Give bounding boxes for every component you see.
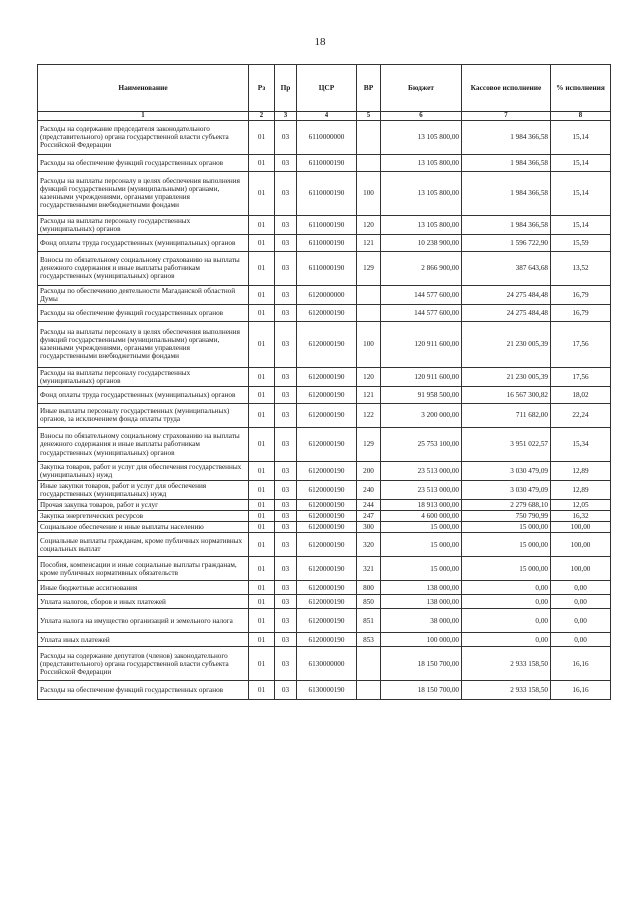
row-cash-execution: 2 279 688,10: [462, 500, 551, 511]
row-budget: 15 000,00: [381, 522, 462, 533]
row-budget: 18 150 700,00: [381, 681, 462, 700]
row-execution-percent: 16,16: [551, 647, 611, 681]
row-rz: 01: [249, 461, 275, 480]
row-budget: 15 000,00: [381, 533, 462, 557]
row-pr: 03: [275, 251, 297, 285]
row-budget: 18 913 000,00: [381, 500, 462, 511]
budget-table: [37, 64, 611, 700]
header-pct: % исполнения: [551, 65, 611, 112]
table-row: [38, 251, 611, 285]
row-rz: 01: [249, 511, 275, 522]
row-name: Иные выплаты персоналу государственных (муниципальных) органов, за исключением фонда оплаты труда: [38, 403, 249, 427]
row-budget: 100 000,00: [381, 633, 462, 647]
row-budget: 13 105 800,00: [381, 120, 462, 154]
row-rz: 01: [249, 215, 275, 234]
column-number: 4: [297, 112, 357, 121]
row-vr: 321: [357, 557, 381, 581]
row-cash-execution: 0,00: [462, 595, 551, 609]
row-csr: 6120000190: [297, 581, 357, 595]
row-execution-percent: 100,00: [551, 522, 611, 533]
row-execution-percent: 100,00: [551, 557, 611, 581]
row-cash-execution: 1 984 366,58: [462, 154, 551, 171]
row-name: Расходы на обеспечение функций государственных органов: [38, 681, 249, 700]
row-rz: 01: [249, 533, 275, 557]
row-csr: 6110000190: [297, 251, 357, 285]
row-csr: 6120000190: [297, 367, 357, 386]
row-rz: 01: [249, 647, 275, 681]
header-row: [38, 65, 611, 112]
row-csr: 6130000000: [297, 647, 357, 681]
row-execution-percent: 0,00: [551, 633, 611, 647]
row-pr: 03: [275, 154, 297, 171]
row-pr: 03: [275, 533, 297, 557]
row-cash-execution: 1 984 366,58: [462, 215, 551, 234]
row-cash-execution: 24 275 484,48: [462, 285, 551, 304]
row-cash-execution: 0,00: [462, 581, 551, 595]
table-row: [38, 633, 611, 647]
row-pr: 03: [275, 120, 297, 154]
row-csr: 6110000190: [297, 215, 357, 234]
header-csr: ЦСР: [297, 65, 357, 112]
row-budget: 4 600 000,00: [381, 511, 462, 522]
row-execution-percent: 0,00: [551, 609, 611, 633]
row-name: Расходы на выплаты персоналу в целях обеспечения выполнения функций государственными (муниципальными) органами, казенными учреждениями, органами управления государственными внебюджетными фондами: [38, 321, 249, 367]
row-rz: 01: [249, 154, 275, 171]
row-pr: 03: [275, 403, 297, 427]
row-name: Иные закупки товаров, работ и услуг для обеспечения государственных (муниципальных) нужд: [38, 481, 249, 500]
row-csr: 6120000190: [297, 481, 357, 500]
row-rz: 01: [249, 500, 275, 511]
row-name: Уплата налога на имущество организаций и земельного налога: [38, 609, 249, 633]
row-csr: 6120000190: [297, 609, 357, 633]
row-rz: 01: [249, 367, 275, 386]
row-budget: 120 911 600,00: [381, 367, 462, 386]
header-vr: ВР: [357, 65, 381, 112]
row-name: Социальное обеспечение и иные выплаты населению: [38, 522, 249, 533]
table-row: [38, 386, 611, 403]
row-vr: 247: [357, 511, 381, 522]
table-row: [38, 215, 611, 234]
row-cash-execution: 2 933 158,50: [462, 681, 551, 700]
table-row: [38, 557, 611, 581]
row-vr: [357, 154, 381, 171]
row-budget: 23 513 000,00: [381, 481, 462, 500]
row-rz: 01: [249, 321, 275, 367]
row-name: Уплата иных платежей: [38, 633, 249, 647]
row-budget: 13 105 800,00: [381, 171, 462, 215]
row-rz: 01: [249, 681, 275, 700]
row-budget: 15 000,00: [381, 557, 462, 581]
row-pr: 03: [275, 367, 297, 386]
row-rz: 01: [249, 633, 275, 647]
row-budget: 13 105 800,00: [381, 154, 462, 171]
row-pr: 03: [275, 557, 297, 581]
row-budget: 18 150 700,00: [381, 647, 462, 681]
row-csr: 6110000190: [297, 154, 357, 171]
row-pr: 03: [275, 481, 297, 500]
row-name: Расходы по обеспечению деятельности Магаданской областной Думы: [38, 285, 249, 304]
table-row: [38, 500, 611, 511]
row-vr: 244: [357, 500, 381, 511]
table-row: [38, 321, 611, 367]
row-csr: 6110000190: [297, 171, 357, 215]
row-vr: 200: [357, 461, 381, 480]
table-row: [38, 533, 611, 557]
row-name: Закупка энергетических ресурсов: [38, 511, 249, 522]
row-execution-percent: 15,14: [551, 120, 611, 154]
row-execution-percent: 13,52: [551, 251, 611, 285]
row-vr: 800: [357, 581, 381, 595]
row-vr: [357, 285, 381, 304]
row-pr: 03: [275, 461, 297, 480]
row-name: Пособия, компенсации и иные социальные выплаты гражданам, кроме публичных нормативных обязательств: [38, 557, 249, 581]
row-execution-percent: 12,05: [551, 500, 611, 511]
row-budget: 91 958 500,00: [381, 386, 462, 403]
row-execution-percent: 15,14: [551, 154, 611, 171]
row-pr: 03: [275, 304, 297, 321]
row-rz: 01: [249, 120, 275, 154]
row-vr: 240: [357, 481, 381, 500]
row-budget: 23 513 000,00: [381, 461, 462, 480]
row-csr: 6110000190: [297, 234, 357, 251]
row-vr: 121: [357, 234, 381, 251]
row-csr: 6120000190: [297, 595, 357, 609]
row-pr: 03: [275, 647, 297, 681]
row-vr: 320: [357, 533, 381, 557]
row-vr: 100: [357, 321, 381, 367]
header-budget: Бюджет: [381, 65, 462, 112]
header-cash: Кассовое исполнение: [462, 65, 551, 112]
row-vr: 851: [357, 609, 381, 633]
column-number: 3: [275, 112, 297, 121]
row-vr: 120: [357, 367, 381, 386]
row-name: Расходы на выплаты персоналу государственных (муниципальных) органов: [38, 367, 249, 386]
row-rz: 01: [249, 285, 275, 304]
row-pr: 03: [275, 234, 297, 251]
row-execution-percent: 15,34: [551, 427, 611, 461]
page-number: 18: [314, 36, 326, 48]
row-cash-execution: 3 030 479,09: [462, 481, 551, 500]
row-name: Расходы на выплаты персоналу государственных (муниципальных) органов: [38, 215, 249, 234]
row-budget: 10 238 900,00: [381, 234, 462, 251]
row-pr: 03: [275, 681, 297, 700]
row-budget: 138 000,00: [381, 595, 462, 609]
row-vr: 129: [357, 251, 381, 285]
row-name: Расходы на содержание депутатов (членов) законодательного (представительного) органа государственной власти субъекта Российской Федерации: [38, 647, 249, 681]
column-number: 5: [357, 112, 381, 121]
row-cash-execution: 3 030 479,09: [462, 461, 551, 480]
row-budget: 25 753 100,00: [381, 427, 462, 461]
row-vr: 100: [357, 171, 381, 215]
row-execution-percent: 15,59: [551, 234, 611, 251]
row-rz: 01: [249, 595, 275, 609]
header-pr: Пр: [275, 65, 297, 112]
table-row: [38, 595, 611, 609]
table-row: [38, 154, 611, 171]
row-csr: 6120000190: [297, 557, 357, 581]
row-name: Расходы на выплаты персоналу в целях обеспечения выполнения функций государственными (муниципальными) органами, казенными учреждениями, органами управления государственными внебюджетными фондами: [38, 171, 249, 215]
header-name: Наименование: [38, 65, 249, 112]
row-budget: 2 866 900,00: [381, 251, 462, 285]
row-budget: 38 000,00: [381, 609, 462, 633]
row-vr: 129: [357, 427, 381, 461]
row-budget: 3 200 000,00: [381, 403, 462, 427]
row-name: Расходы на содержание председателя законодательного (представительного) органа государственной власти субъекта Российской Федерации: [38, 120, 249, 154]
row-pr: 03: [275, 511, 297, 522]
row-cash-execution: 3 951 022,57: [462, 427, 551, 461]
table-row: [38, 234, 611, 251]
row-pr: 03: [275, 427, 297, 461]
row-csr: 6120000190: [297, 386, 357, 403]
row-execution-percent: 12,89: [551, 481, 611, 500]
row-vr: 853: [357, 633, 381, 647]
row-name: Закупка товаров, работ и услуг для обеспечения государственных (муниципальных) нужд: [38, 461, 249, 480]
row-csr: 6120000190: [297, 427, 357, 461]
row-rz: 01: [249, 403, 275, 427]
table-row: [38, 461, 611, 480]
table-row: [38, 481, 611, 500]
row-csr: 6110000000: [297, 120, 357, 154]
row-rz: 01: [249, 171, 275, 215]
row-vr: [357, 681, 381, 700]
row-execution-percent: 17,56: [551, 367, 611, 386]
row-rz: 01: [249, 581, 275, 595]
row-csr: 6120000190: [297, 522, 357, 533]
row-vr: [357, 304, 381, 321]
header-rz: Рз: [249, 65, 275, 112]
row-cash-execution: 750 790,99: [462, 511, 551, 522]
row-name: Расходы на обеспечение функций государственных органов: [38, 304, 249, 321]
table-row: [38, 522, 611, 533]
row-name: Социальные выплаты гражданам, кроме публичных нормативных социальных выплат: [38, 533, 249, 557]
row-budget: 13 105 800,00: [381, 215, 462, 234]
row-pr: 03: [275, 581, 297, 595]
table-row: [38, 581, 611, 595]
row-pr: 03: [275, 522, 297, 533]
row-cash-execution: 15 000,00: [462, 522, 551, 533]
row-budget: 120 911 600,00: [381, 321, 462, 367]
row-name: Фонд оплаты труда государственных (муниципальных) органов: [38, 386, 249, 403]
row-cash-execution: 387 643,68: [462, 251, 551, 285]
row-execution-percent: 16,16: [551, 681, 611, 700]
row-vr: 850: [357, 595, 381, 609]
row-csr: 6120000190: [297, 461, 357, 480]
table-body: [38, 120, 611, 700]
row-pr: 03: [275, 215, 297, 234]
row-pr: 03: [275, 386, 297, 403]
row-execution-percent: 100,00: [551, 533, 611, 557]
row-name: Расходы на обеспечение функций государственных органов: [38, 154, 249, 171]
row-pr: 03: [275, 500, 297, 511]
row-vr: [357, 120, 381, 154]
row-budget: 144 577 600,00: [381, 285, 462, 304]
row-rz: 01: [249, 234, 275, 251]
row-csr: 6120000000: [297, 285, 357, 304]
column-number: 6: [381, 112, 462, 121]
row-rz: 01: [249, 481, 275, 500]
row-cash-execution: 15 000,00: [462, 533, 551, 557]
row-cash-execution: 1 984 366,58: [462, 120, 551, 154]
row-pr: 03: [275, 171, 297, 215]
row-name: Прочая закупка товаров, работ и услуг: [38, 500, 249, 511]
row-vr: 122: [357, 403, 381, 427]
row-name: Уплата налогов, сборов и иных платежей: [38, 595, 249, 609]
row-csr: 6120000190: [297, 321, 357, 367]
row-cash-execution: 1 596 722,90: [462, 234, 551, 251]
row-cash-execution: 21 230 005,39: [462, 321, 551, 367]
row-budget: 138 000,00: [381, 581, 462, 595]
column-number: 2: [249, 112, 275, 121]
row-name: Фонд оплаты труда государственных (муниципальных) органов: [38, 234, 249, 251]
table-row: [38, 609, 611, 633]
row-rz: 01: [249, 251, 275, 285]
row-rz: 01: [249, 386, 275, 403]
row-name: Иные бюджетные ассигнования: [38, 581, 249, 595]
row-execution-percent: 15,14: [551, 215, 611, 234]
table-row: [38, 427, 611, 461]
row-execution-percent: 16,79: [551, 304, 611, 321]
row-cash-execution: 2 933 158,50: [462, 647, 551, 681]
row-rz: 01: [249, 609, 275, 633]
row-name: Взносы по обязательному социальному страхованию на выплаты денежного содержания и иные выплаты работникам государственных (муниципальных) органов: [38, 427, 249, 461]
row-pr: 03: [275, 321, 297, 367]
row-csr: 6120000190: [297, 403, 357, 427]
column-number: 1: [38, 112, 249, 121]
table-row: [38, 120, 611, 154]
row-cash-execution: 1 984 366,58: [462, 171, 551, 215]
row-budget: 144 577 600,00: [381, 304, 462, 321]
row-csr: 6120000190: [297, 511, 357, 522]
row-execution-percent: 15,14: [551, 171, 611, 215]
row-rz: 01: [249, 304, 275, 321]
row-pr: 03: [275, 633, 297, 647]
table-row: [38, 511, 611, 522]
row-execution-percent: 18,02: [551, 386, 611, 403]
row-name: Взносы по обязательному социальному страхованию на выплаты денежного содержания и иные выплаты работникам государственных (муниципальных) органов: [38, 251, 249, 285]
row-csr: 6120000190: [297, 533, 357, 557]
row-cash-execution: 24 275 484,48: [462, 304, 551, 321]
row-rz: 01: [249, 557, 275, 581]
column-number: 8: [551, 112, 611, 121]
row-execution-percent: 0,00: [551, 595, 611, 609]
row-vr: 300: [357, 522, 381, 533]
column-number-row: [38, 112, 611, 121]
table-row: [38, 403, 611, 427]
row-vr: [357, 647, 381, 681]
row-cash-execution: 0,00: [462, 609, 551, 633]
row-rz: 01: [249, 427, 275, 461]
table-row: [38, 647, 611, 681]
row-cash-execution: 16 567 300,82: [462, 386, 551, 403]
row-csr: 6120000190: [297, 500, 357, 511]
row-cash-execution: 21 230 005,39: [462, 367, 551, 386]
row-execution-percent: 12,89: [551, 461, 611, 480]
row-pr: 03: [275, 595, 297, 609]
row-csr: 6130000190: [297, 681, 357, 700]
row-pr: 03: [275, 285, 297, 304]
table-row: [38, 285, 611, 304]
table-row: [38, 171, 611, 215]
row-execution-percent: 16,32: [551, 511, 611, 522]
row-pr: 03: [275, 609, 297, 633]
row-cash-execution: 711 682,00: [462, 403, 551, 427]
row-execution-percent: 0,00: [551, 581, 611, 595]
table-row: [38, 681, 611, 700]
row-vr: 120: [357, 215, 381, 234]
row-csr: 6120000190: [297, 304, 357, 321]
row-execution-percent: 22,24: [551, 403, 611, 427]
row-csr: 6120000190: [297, 633, 357, 647]
row-cash-execution: 15 000,00: [462, 557, 551, 581]
table-row: [38, 304, 611, 321]
column-number: 7: [462, 112, 551, 121]
row-vr: 121: [357, 386, 381, 403]
row-execution-percent: 16,79: [551, 285, 611, 304]
row-rz: 01: [249, 522, 275, 533]
table-row: [38, 367, 611, 386]
row-execution-percent: 17,56: [551, 321, 611, 367]
row-cash-execution: 0,00: [462, 633, 551, 647]
